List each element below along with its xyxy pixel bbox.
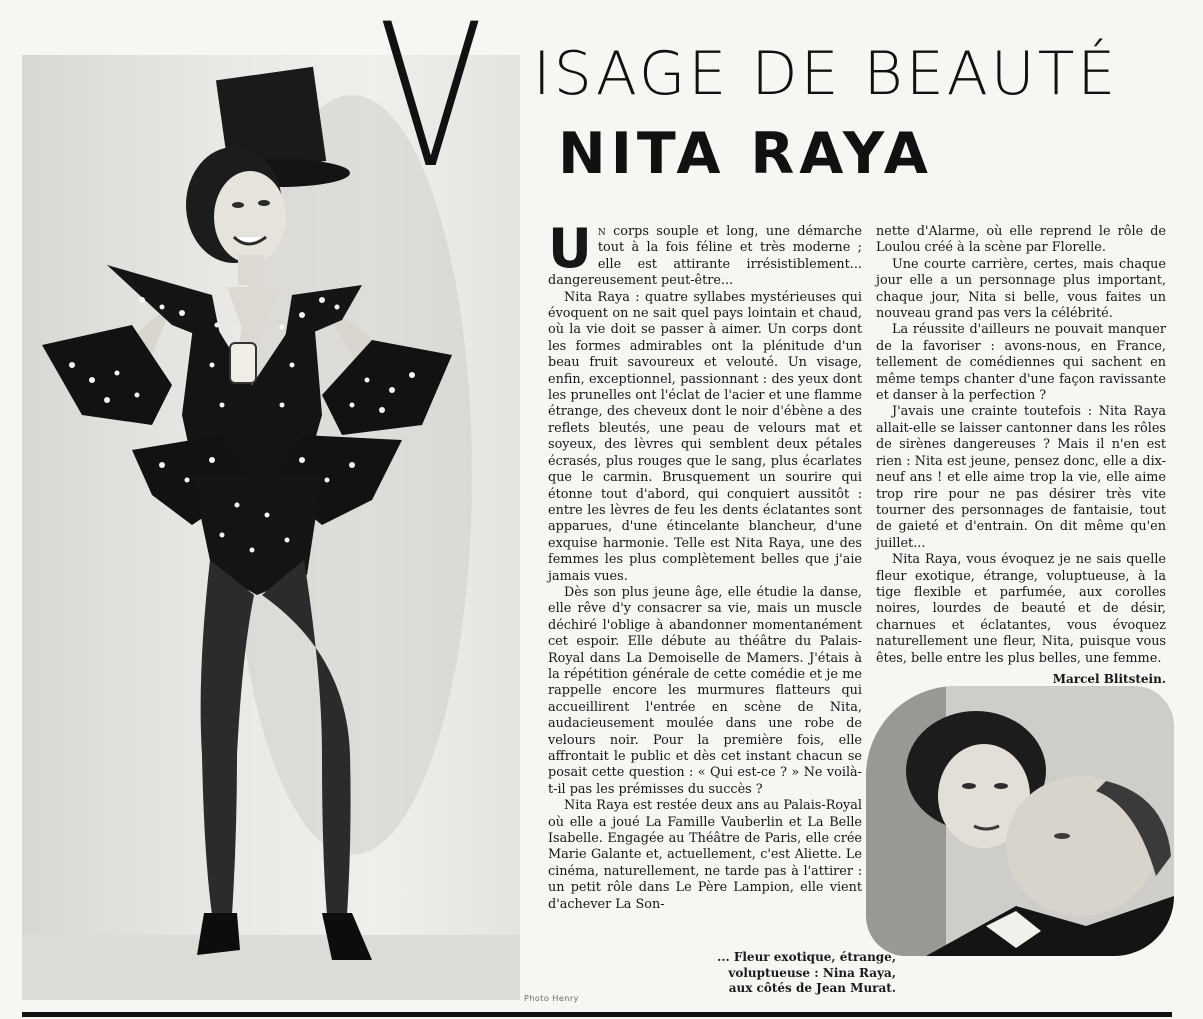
photo-caption bbox=[660, 950, 896, 997]
paragraph: Nita Raya est restée deux ans au Palais-Royal où elle a joué La Famille Vauberlin et La Belle Isabelle. Engagée au Théâtre de Paris, elle crée Marie Galante et, actuellement, c'est Aliette. Le cinéma, naturellement, ne tarde pas à l'attirer : un petit rôle dans Le Père Lampion, elle vient d'achever La Son- bbox=[548, 798, 862, 912]
paragraph: Dès son plus jeune âge, elle étudie la danse, elle rêve d'y consacrer sa vie, mais un muscle déchiré l'oblige à abandonner momentanément cet espoir. Elle débute au théâtre du Palais-Royal dans La Demoiselle de Mamers. J'étais à la répétition générale de cette comédie et je me rappelle encore les murmures flatteurs qui accueillirent l'entrée en scène de Nita, audacieusement moulée dans une robe de velours noir. Pour la première fois, elle affrontait le public et dès cet instant chacun se posait cette question : « Qui est-ce ? » Ne voilà-t-il pas les prémisses du succès ? bbox=[548, 584, 862, 797]
photo-credit: Photo Henry bbox=[524, 994, 579, 1003]
article-column-1 bbox=[548, 217, 862, 913]
lead-small-caps: n bbox=[597, 224, 606, 239]
lead-text: corps souple et long, une démarche tout à la fois féline et très moderne ; elle est attirante irrésistiblement... dangereusement peut-être... bbox=[548, 224, 862, 289]
author-signature: Marcel Blitstein. bbox=[1052, 671, 1166, 686]
caption-line: aux côtés de Jean Murat. bbox=[728, 981, 896, 995]
paragraph: Nita Raya : quatre syllabes mystérieuses qui évoquent on ne sait quel pays lointain et chaud, où la vie doit se passer à aimer. Un corps dont les formes admirables ont la plénitude d'un beau fruit savoureux et velouté. Un visage, enfin, exceptionnel, passionnant : des yeux dont les prunelles ont l'éclat de l'acier et une flamme étrange, des cheveux dont le noir d'ébène a des reflets bleutés, une peau de velours mat et soyeux, des lèvres qui semblent deux pétales écrasés, plus rouges que le sang, plus écarlates que le carmin. Brusquement un sourire qui étonne tout d'abord, qui conquiert aussitôt : entre les lèvres de feu les dents éclatantes sont apparues, d'une étincelante blancheur, d'une exquise harmonie. Telle est Nita Raya, une des femmes les plus complètement belles que j'aie jamais vues. bbox=[548, 289, 862, 584]
paragraph: nette d'Alarme, où elle reprend le rôle de Loulou créé à la scène par Florelle. bbox=[876, 224, 1166, 256]
drop-cap: U bbox=[548, 217, 592, 280]
paragraph: La réussite d'ailleurs ne pouvait manquer de la favoriser : avons-nous, en France, tellement de comédiennes qui sachent en même temps chanter d'une façon ravissante et danser à la perfection ? bbox=[876, 322, 1166, 404]
couple-illustration bbox=[866, 686, 1174, 956]
paragraph: J'avais une crainte toutefois : Nita Raya allait-elle se laisser cantonner dans les rôles de sirènes dangereuses ? Mais il n'en est rien : Nita est jeune, pensez donc, elle a dix-neuf ans ! et elle aime trop la vie, elle aime trop rire pour ne pas désirer très vite tourner des personnages de fantaisie, tout de gaieté et d'entrain. On dit même qu'en juillet... bbox=[876, 404, 1166, 551]
article-column-2 bbox=[876, 224, 1166, 687]
caption-line: ... Fleur exotique, étrange, bbox=[717, 950, 896, 964]
subject-name: NITA RAYA bbox=[558, 121, 933, 187]
paragraph: Une courte carrière, certes, mais chaque jour elle a un personnage plus important, chaque jour, Nita si belle, vous faites un nouveau grand pas vers la célébrité. bbox=[876, 256, 1166, 322]
inset-photo bbox=[866, 686, 1174, 956]
lead-paragraph bbox=[548, 217, 862, 290]
caption-line: voluptueuse : Nina Raya, bbox=[728, 965, 896, 980]
headline-text: ISAGE DE BEAUTÉ bbox=[533, 39, 1119, 109]
bottom-rule bbox=[22, 1012, 1172, 1017]
paragraph: Nita Raya, vous évoquez je ne sais quelle fleur exotique, étrange, voluptueuse, à la tige flexible et parfumée, aux corolles noires, lourdes de beauté et de désir, charnues et éclatantes, vous évoquez naturellement une fleur, Nita, puisque vous êtes, belle entre les plus belles, une femme. bbox=[876, 552, 1166, 666]
headline-initial: V bbox=[378, 0, 484, 212]
